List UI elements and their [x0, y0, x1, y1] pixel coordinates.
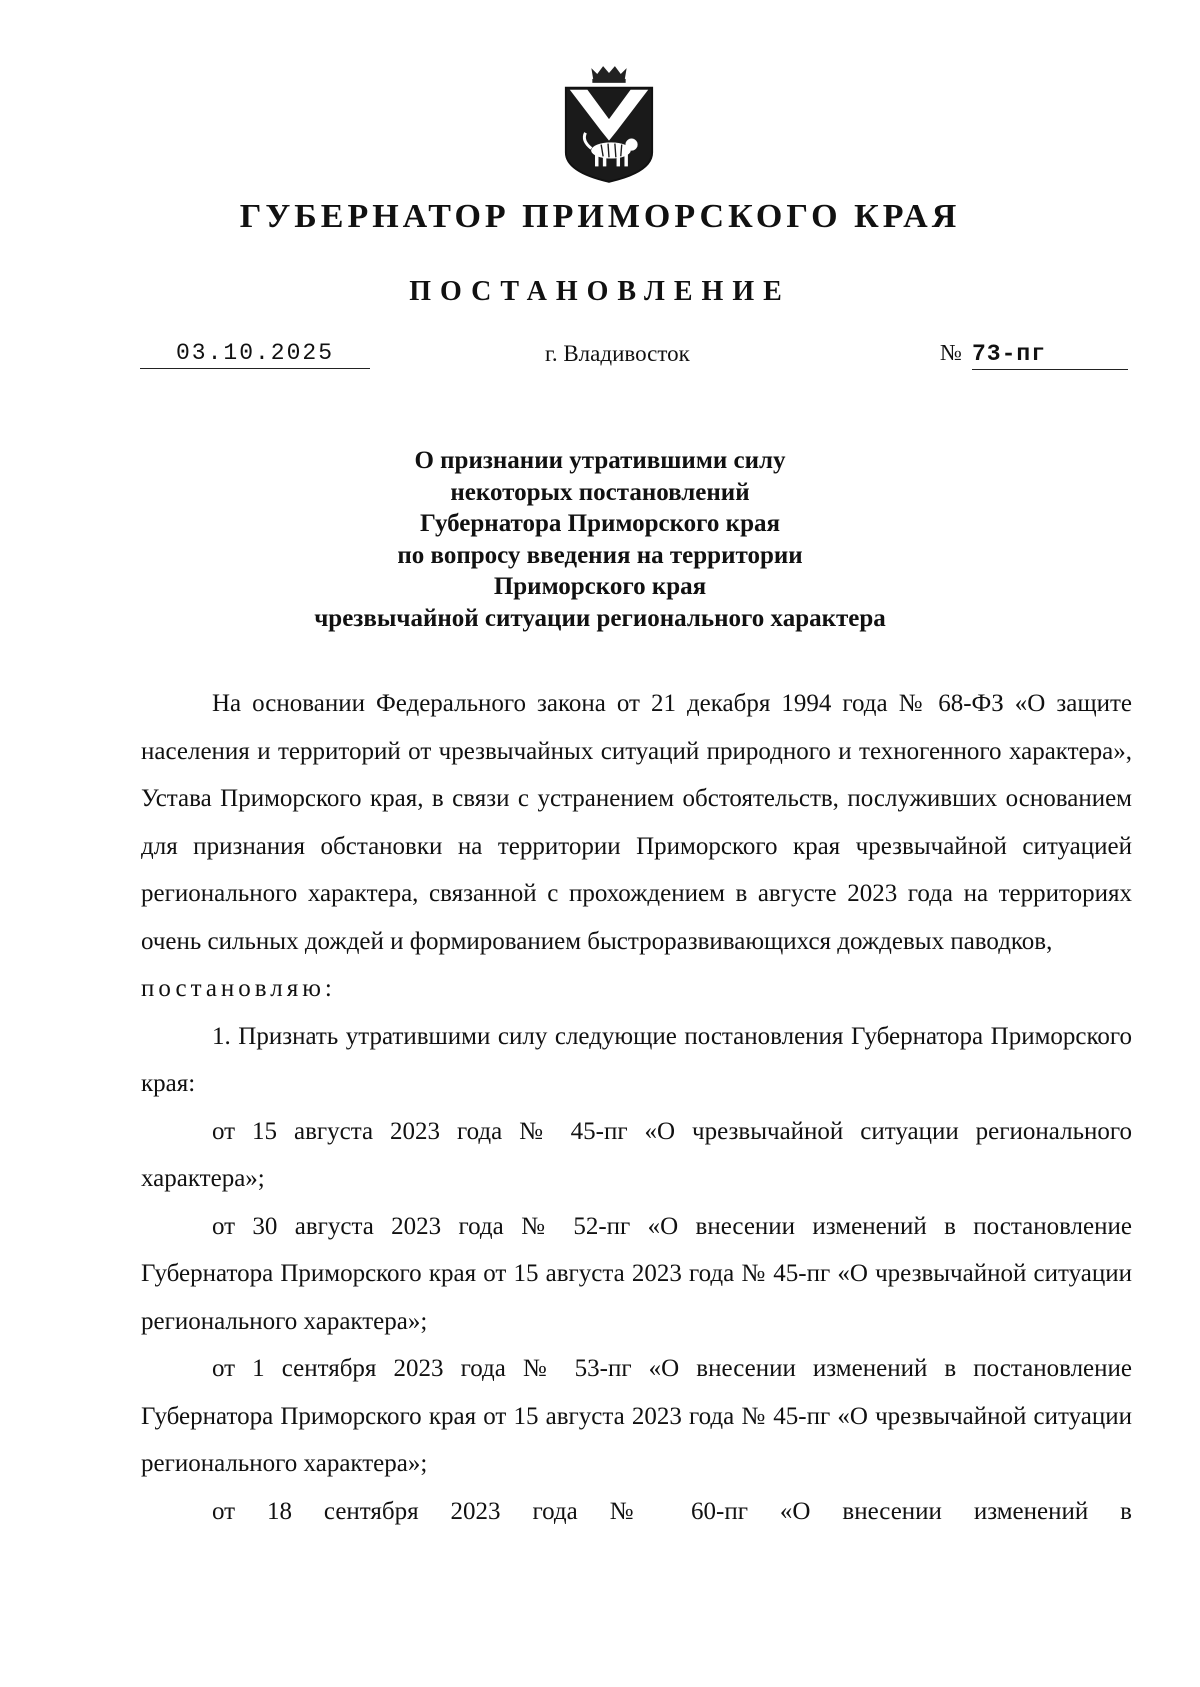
document-heading	[0, 445, 1200, 634]
document-number: 73-пг	[972, 341, 1128, 370]
heading-line: некоторых постановлений	[450, 478, 750, 506]
heading-line: Губернатора Приморского края	[420, 510, 780, 537]
preamble-paragraph: На основании Федерального закона от 21 декабря 1994 года № 68-ФЗ «О защите населения и территорий от чрезвычайных ситуаций природного и техногенного характера», Устава Приморского края, в связи с устранением обстоятельств, послуживших основанием для признания обстановки на территории Приморского края чрезвычайной ситуацией регионального характера, связанной с прохождением в августе 2023 года на территориях очень сильных дождей и формированием быстроразвивающихся дождевых паводков,	[141, 690, 1132, 955]
document-number-block	[940, 340, 1132, 370]
heading-line: по вопросу введения на территории	[397, 541, 803, 569]
document-body	[141, 680, 1132, 1535]
decree-item: от 15 августа 2023 года № 45-пг «О чрезвычайной ситуации регионального характера»;	[141, 1117, 1132, 1192]
heading-line: чрезвычайной ситуации регионального характера	[314, 604, 886, 632]
resolve-word: постановляю:	[141, 975, 336, 1002]
decree-item: от 1 сентября 2023 года № 53-пг «О внесении изменений в постановление Губернатора Приморского края от 15 августа 2023 года № 45-пг «О чрезвычайной ситуации регионального характера»;	[141, 1355, 1132, 1477]
document-type: ПОСТАНОВЛЕНИЕ	[409, 276, 791, 307]
document-date: 03.10.2025	[140, 340, 370, 369]
decree-item: от 30 августа 2023 года № 52-пг «О внесении изменений в постановление Губернатора Приморского края от 15 августа 2023 года № 45-пг «О чрезвычайной ситуации регионального характера»;	[141, 1212, 1132, 1335]
decree-item: от 18 сентября 2023 года № 60-пг «О внесении изменений в	[212, 1497, 1132, 1525]
org-title: ГУБЕРНАТОР ПРИМОРСКОГО КРАЯ	[239, 198, 961, 235]
heading-line: О признании утратившими силу	[414, 447, 786, 474]
number-sign: №	[940, 340, 962, 365]
coat-of-arms-emblem	[560, 62, 658, 186]
heading-line: Приморского края	[493, 573, 707, 600]
document-city: г. Владивосток	[545, 341, 690, 366]
item-1-paragraph: 1. Признать утратившими силу следующие постановления Губернатора Приморского края:	[141, 1022, 1132, 1097]
